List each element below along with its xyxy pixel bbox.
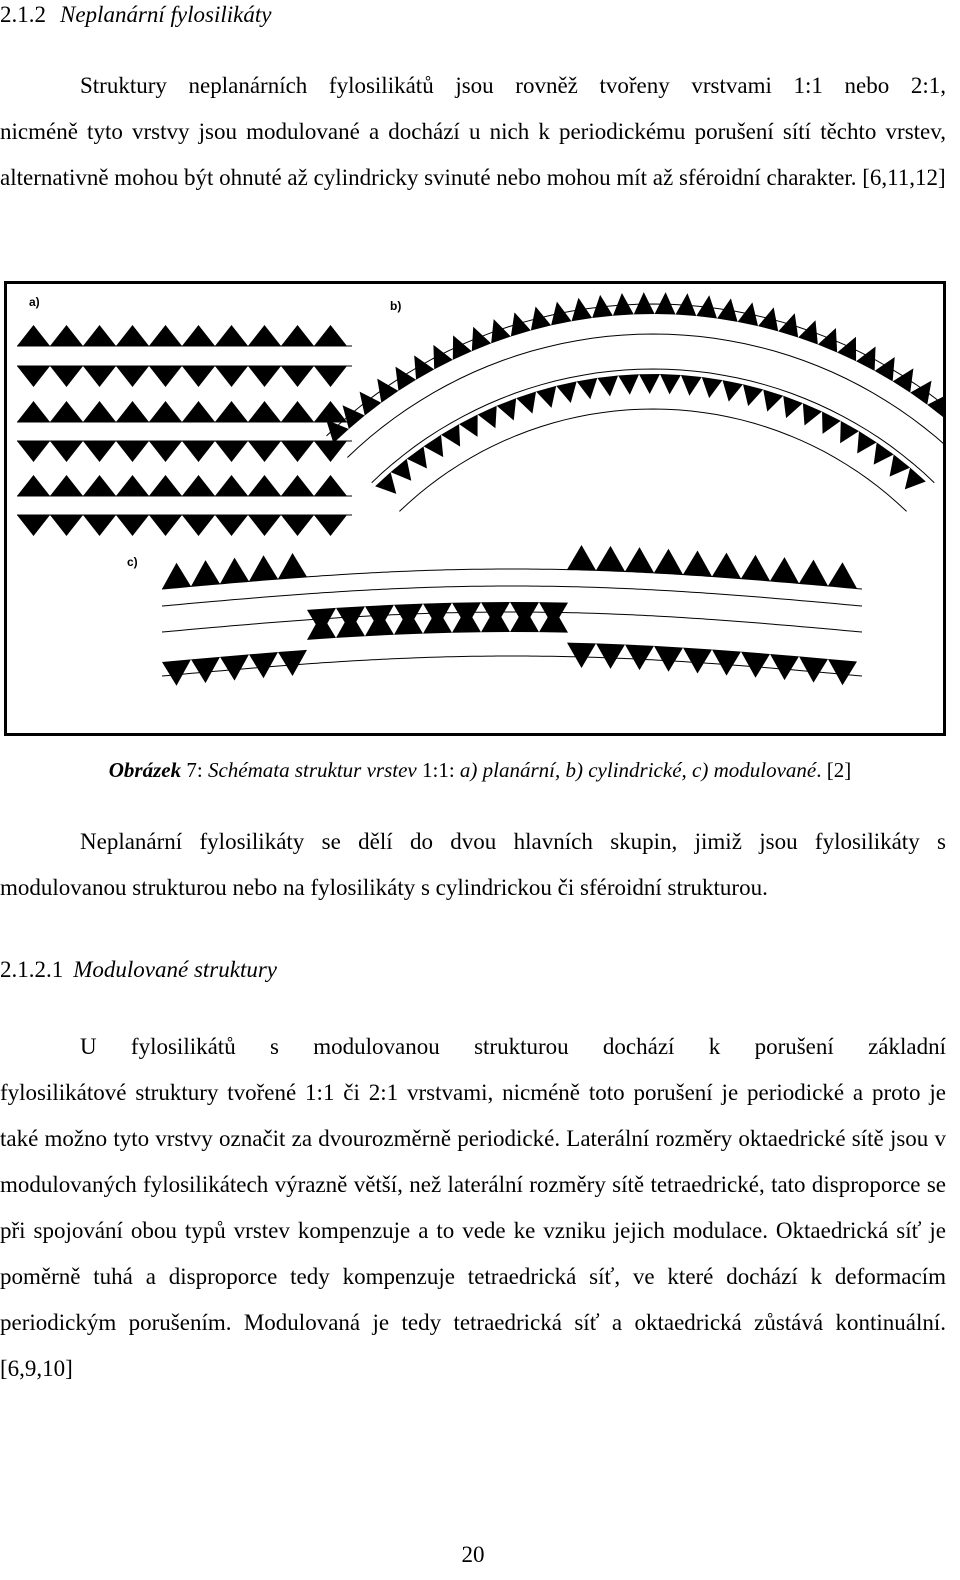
tetrahedron [702,377,723,398]
tetrahedron [215,475,248,496]
tetrahedron [743,384,763,406]
tetrahedron [17,366,50,387]
tetrahedron [758,307,778,331]
tetrahedron [336,612,365,638]
tetrahedron [803,403,822,425]
tetrahedron [50,366,83,387]
tetrahedron [182,475,215,496]
tetrahedron [116,475,149,496]
tetrahedron [17,441,50,462]
tetrahedron [510,607,539,632]
tetrahedron [215,441,248,462]
tetrahedron [191,560,220,586]
tetrahedron [828,562,857,588]
tetrahedron [249,652,278,678]
tetrahedron [116,441,149,462]
tetrahedron [536,386,556,408]
tetrahedron [182,325,215,346]
tetrahedron [481,607,510,632]
tetrahedron [314,515,347,536]
paragraph-groups [0,819,946,911]
tetrahedron [828,659,857,685]
tetrahedron [162,563,191,589]
tetrahedron [654,549,683,575]
tetrahedron [799,560,828,586]
tetrahedron [452,607,481,632]
tetrahedron [248,325,281,346]
caption-citation: . [2] [816,758,852,782]
tetrahedron [577,378,598,399]
panel-c-label: c) [127,555,138,569]
paragraph-modulated-body: fylosilikátové struktury tvořené 1:1 či 2:1 vrstvami, nicméně toto porušení je periodické a proto je také možno tyto vrstvy označit za dvourozměrně periodické. Laterální rozměry oktaedrické sítě jsou v modulovaných fylosilikátech výrazně větší, než laterální rozměry sítě tetraedrické, tato disproporce se při spojování obou typů vrstev kompenzuje a to vede ke vzniku jejich modulace. Oktaedrická síť je poměrně tuhá a disproporce tedy kompenzuje tetraedrická síť, ve které dochází k deformacím periodickým porušením. Modulovaná je tedy tetraedrická síť a oktaedrická zůstává kontinuální. [6,9,10] [0,1080,946,1381]
tetrahedron [625,547,654,573]
tetrahedron [116,366,149,387]
tetrahedron [822,411,841,433]
tetrahedron [539,607,568,632]
tetrahedron [596,643,625,669]
tetrahedron [770,654,799,680]
tetrahedron [17,475,50,496]
tetrahedron [149,475,182,496]
tetrahedron [248,475,281,496]
tetrahedron [423,608,452,633]
tetrahedron [17,325,50,346]
tetrahedron [215,401,248,422]
tetrahedron [639,374,660,394]
tetrahedron [890,455,911,477]
tetrahedron [215,325,248,346]
tetrahedron [149,441,182,462]
figure-layer-structures [4,281,946,736]
tetrahedron [83,441,116,462]
tetrahedron [770,557,799,583]
tetrahedron [116,401,149,422]
tetrahedron [191,657,220,683]
tetrahedron [567,545,596,570]
tetrahedron [618,374,639,394]
section-title: Neplanární fylosilikáty [60,2,272,27]
tetrahedron [50,441,83,462]
tetrahedron [681,375,702,396]
tetrahedron [798,320,818,344]
tetrahedron [491,319,511,343]
tetrahedron [182,401,215,422]
tetrahedron [50,475,83,496]
tetrahedron [572,298,593,321]
tetrahedron [596,546,625,572]
figure-caption [0,752,960,788]
paragraph-intro-body: nicméně tyto vrstvy jsou modulované a dochází u nich k periodickému porušení sítí těchto vrstev, alternativně mohou být ohnuté až cylindricky svinuté nebo mohou mít až sféroidní charakter. [6,11,12] [0,119,946,190]
tetrahedron [314,475,347,496]
subsection-title: Modulované struktury [73,957,278,982]
paragraph-intro-first-line: Struktury neplanárních fylosilikátů jsou rovněž tvořeny vrstvami 1:1 nebo 2:1, [80,73,946,98]
tetrahedron [660,374,681,394]
tetrahedron [17,515,50,536]
tetrahedron [783,396,803,418]
tetrahedron [248,366,281,387]
tetrahedron [149,515,182,536]
panel-b-cylindrical [326,292,943,511]
tetrahedron [281,401,314,422]
tetrahedron [377,379,398,403]
tetrahedron [511,312,531,336]
tetrahedron [50,325,83,346]
tetrahedron [696,295,717,318]
tetrahedron [83,515,116,536]
tetrahedron [856,346,875,370]
section-heading [0,0,271,30]
tetrahedron [375,472,396,494]
tetrahedron [314,441,347,462]
tetrahedron [281,325,314,346]
tetrahedron [248,515,281,536]
tetrahedron [50,515,83,536]
tetrahedron [799,656,828,682]
caption-text-1: Schémata struktur vrstev [207,758,417,782]
tetrahedron [472,327,491,351]
panel-c-modulated [162,545,862,686]
tetrahedron [343,405,365,429]
tetrahedron [281,475,314,496]
tetrahedron [326,420,349,443]
tetrahedron [654,646,683,672]
tetrahedron [17,401,50,422]
tetrahedron [556,381,576,403]
panel-a-label: a) [29,295,40,309]
tetrahedron [278,650,307,676]
tetrahedron [149,401,182,422]
tetrahedron [712,650,741,676]
tetrahedron [453,335,472,359]
paragraph-modulated-first-line: U fylosilikátů s modulovanou strukturou dochází k porušení základní [80,1034,946,1059]
section-number: 2.1.2 [0,2,46,27]
tetrahedron [722,380,743,402]
tetrahedron [818,328,837,352]
tetrahedron [281,515,314,536]
tetrahedron [248,401,281,422]
figure-drawing [7,284,943,733]
caption-number: 7: [186,758,203,782]
tetrahedron [281,441,314,462]
paragraph-modulated [0,1024,946,1392]
tetrahedron [927,394,943,418]
tetrahedron [278,553,307,579]
caption-ratio: 1:1: [421,758,455,782]
tetrahedron [281,366,314,387]
subsection-heading [0,955,277,985]
paragraph-groups-text: Neplanární fylosilikáty se dělí do dvou hlavních skupin, jimiž jsou fylosilikáty s modulovanou strukturou nebo na fylosilikáty s cylindrickou či sféroidní strukturou. [0,829,946,900]
tetrahedron [597,376,618,397]
tetrahedron [741,652,770,678]
tetrahedron [83,401,116,422]
tetrahedron [414,355,434,379]
tetrahedron [249,555,278,581]
tetrahedron [83,366,116,387]
subsection-number: 2.1.2.1 [0,957,64,982]
tetrahedron [905,468,926,490]
tetrahedron [459,414,478,436]
tetrahedron [83,475,116,496]
tetrahedron [360,392,382,416]
tetrahedron [655,292,676,314]
tetrahedron [220,558,249,584]
tetrahedron [738,302,758,326]
page-number: 20 [461,1542,485,1567]
tetrahedron [391,459,412,481]
tetrahedron [625,645,654,671]
tetrahedron [215,515,248,536]
tetrahedron [567,643,596,668]
tetrahedron [683,648,712,674]
tetrahedron [551,302,571,326]
tetrahedron [116,325,149,346]
tetrahedron [712,553,741,579]
tetrahedron [50,401,83,422]
tetrahedron [149,325,182,346]
tetrahedron [433,345,452,369]
caption-label: Obrázek [108,758,182,782]
tetrahedron [182,441,215,462]
panel-a-planar [17,325,352,536]
tetrahedron [149,366,182,387]
tetrahedron [497,398,516,420]
tetrahedron [182,366,215,387]
tetrahedron [531,307,551,331]
tetrahedron [182,515,215,536]
tetrahedron [778,313,798,337]
tetrahedron [215,366,248,387]
tetrahedron [314,325,347,346]
tetrahedron [314,401,347,422]
tetrahedron [717,298,738,322]
tetrahedron [634,292,655,314]
tetrahedron [910,381,931,405]
panel-b-label: b) [390,299,402,313]
tetrahedron [683,551,712,577]
tetrahedron [248,441,281,462]
tetrahedron [220,654,249,680]
tetrahedron [365,610,394,636]
paragraph-intro [0,63,946,201]
tetrahedron [837,337,856,361]
tetrahedron [314,366,347,387]
caption-text-2: a) planární, b) cylindrické, c) modulované [459,758,817,782]
tetrahedron [162,659,191,685]
tetrahedron [516,391,536,413]
tetrahedron [741,555,770,581]
tetrahedron [116,515,149,536]
tetrahedron [83,325,116,346]
tetrahedron [763,389,783,411]
tetrahedron [478,406,497,428]
tetrahedron [394,609,423,635]
